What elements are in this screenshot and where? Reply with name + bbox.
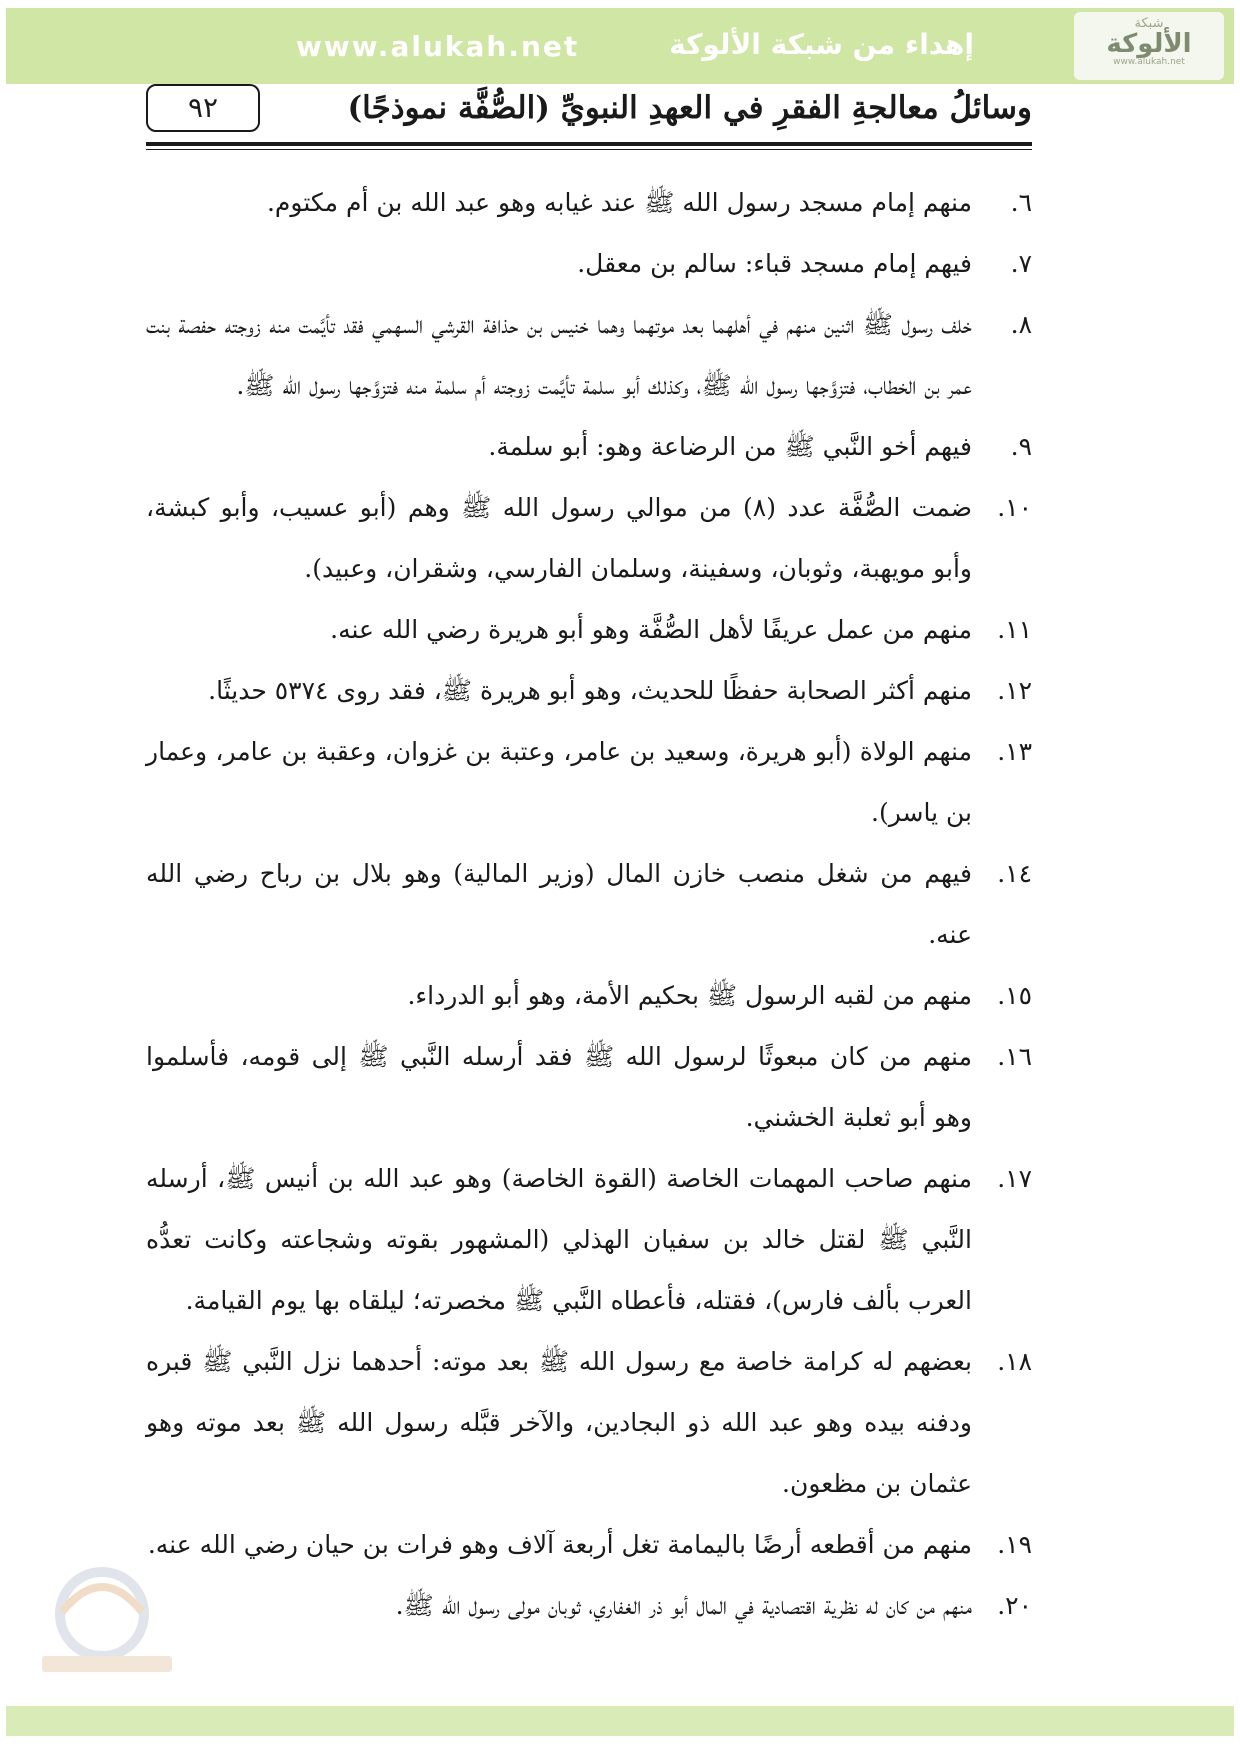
logo-url-text: www.alukah.net bbox=[1113, 57, 1185, 67]
list-item bbox=[146, 233, 1032, 294]
item-text: فيهم أخو النَّبي ﷺ من الرضاعة وهو: أبو سلمة. bbox=[488, 432, 972, 461]
item-text: منهم إمام مسجد رسول الله ﷺ عند غيابه وهو عبد الله بن أم مكتوم. bbox=[266, 188, 972, 217]
new-exclusive-watermark-icon bbox=[32, 1552, 182, 1682]
banner-url[interactable]: www.alukah.net bbox=[296, 30, 580, 63]
page-title: وسائلُ معالجةِ الفقرِ في العهدِ النبويِّ (الصُّفَّة نموذجًا) bbox=[347, 90, 1032, 126]
logo-top-text: شبكة bbox=[1134, 16, 1164, 31]
item-number: ٩. bbox=[1010, 432, 1032, 461]
item-text: منهم من كان له نظرية اقتصادية في المال أبو ذر الغفاري، ثوبان مولى رسول الله ﷺ. bbox=[395, 1591, 972, 1620]
item-number: ١٢. bbox=[997, 676, 1032, 705]
item-text: منهم من عمل عريفًا لأهل الصُّفَّة وهو أبو هريرة رضي الله عنه. bbox=[330, 615, 972, 644]
list-item bbox=[146, 172, 1032, 233]
numbered-list bbox=[146, 172, 1032, 1636]
item-number: ٦. bbox=[1010, 188, 1032, 217]
list-item bbox=[146, 1148, 1032, 1331]
item-number: ١٥. bbox=[997, 981, 1032, 1010]
logo-main-text: الألوكة bbox=[1106, 29, 1192, 59]
item-number: ١٣. bbox=[997, 737, 1032, 766]
page-header bbox=[146, 84, 1032, 142]
list-item bbox=[146, 599, 1032, 660]
list-item bbox=[146, 477, 1032, 599]
item-number: ١٠. bbox=[997, 493, 1032, 522]
item-text: منهم من أقطعه أرضًا باليمامة تغل أربعة آلاف وهو فرات بن حيان رضي الله عنه. bbox=[147, 1530, 972, 1559]
item-number: ١٧. bbox=[997, 1164, 1032, 1193]
list-item bbox=[146, 294, 1032, 416]
item-text: بعضهم له كرامة خاصة مع رسول الله ﷺ بعد موته: أحدهما نزل النَّبي ﷺ قبره ودفنه بيده وهو عبد الله ذو البجادين، والآخر قبَّله رسول الله ﷺ بعد موته وهو عثمان بن مظعون. bbox=[146, 1347, 972, 1498]
item-number: ١٤. bbox=[997, 859, 1032, 888]
list-item bbox=[146, 416, 1032, 477]
item-number: ١٩. bbox=[997, 1530, 1032, 1559]
item-text: فيهم من شغل منصب خازن المال (وزير المالية) وهو بلال بن رباح رضي الله عنه. bbox=[146, 859, 972, 949]
list-item bbox=[146, 721, 1032, 843]
list-item bbox=[146, 1331, 1032, 1514]
alukah-logo[interactable] bbox=[1074, 12, 1224, 80]
page-number-box: ٩٢ bbox=[146, 84, 260, 132]
item-number: ١٨. bbox=[997, 1347, 1032, 1376]
bottom-band bbox=[6, 1706, 1234, 1736]
watermark-graphic-icon bbox=[32, 1552, 182, 1682]
item-text: منهم من لقبه الرسول ﷺ بحكيم الأمة، وهو أبو الدرداء. bbox=[407, 981, 972, 1010]
list-item bbox=[146, 965, 1032, 1026]
item-number: ٢٠. bbox=[997, 1591, 1032, 1620]
list-item bbox=[146, 1575, 1032, 1636]
list-item bbox=[146, 843, 1032, 965]
item-number: ٨. bbox=[1010, 310, 1032, 339]
item-text: خلف رسول ﷺ اثنين منهم في أهلهما بعد موتهما وهما خنيس بن حذافة القرشي السهمي فقد تأيَّمت منه زوجته حفصة بنت عمر بن الخطاب، فتزوَّجها رسول الله ﷺ، وكذلك أبو سلمة تأيَّمت زوجته أم سلمة منه فتزوَّجها رسول الله ﷺ. bbox=[146, 310, 972, 400]
list-item bbox=[146, 1026, 1032, 1148]
item-number: ١١. bbox=[997, 615, 1032, 644]
list-item bbox=[146, 660, 1032, 721]
item-text: فيهم إمام مسجد قباء: سالم بن معقل. bbox=[577, 249, 972, 278]
item-text: منهم أكثر الصحابة حفظًا للحديث، وهو أبو هريرة ﷺ، فقد روى ٥٣٧٤ حديثًا. bbox=[208, 676, 972, 705]
item-number: ١٦. bbox=[997, 1042, 1032, 1071]
banner-gift-text: إهداء من شبكة الألوكة bbox=[669, 28, 974, 61]
item-text: منهم الولاة (أبو هريرة، وسعيد بن عامر، وعتبة بن غزوان، وعقبة بن عامر، وعمار بن ياسر). bbox=[146, 737, 972, 827]
header-divider-thick bbox=[146, 142, 1032, 146]
list-item bbox=[146, 1514, 1032, 1575]
item-text: ضمت الصُّفَّة عدد (٨) من موالي رسول الله ﷺ وهم (أبو عسيب، وأبو كبشة، وأبو مويهبة، وثوبان، وسفينة، وسلمان الفارسي، وشقران، وعبيد). bbox=[146, 493, 972, 583]
top-banner bbox=[6, 8, 1234, 84]
header-divider-thin bbox=[146, 149, 1032, 150]
item-text: منهم صاحب المهمات الخاصة (القوة الخاصة) وهو عبد الله بن أنيس ﷺ، أرسله النَّبي ﷺ لقتل خالد بن سفيان الهذلي (المشهور بقوته وشجاعته وكانت تعدُّه العرب بألف فارس)، فقتله، فأعطاه النَّبي ﷺ مخصرته؛ ليلقاه بها يوم القيامة. bbox=[146, 1164, 972, 1315]
item-text: منهم من كان مبعوثًا لرسول الله ﷺ فقد أرسله النَّبي ﷺ إلى قومه، فأسلموا وهو أبو ثعلبة الخشني. bbox=[146, 1042, 972, 1132]
item-number: ٧. bbox=[1010, 249, 1032, 278]
